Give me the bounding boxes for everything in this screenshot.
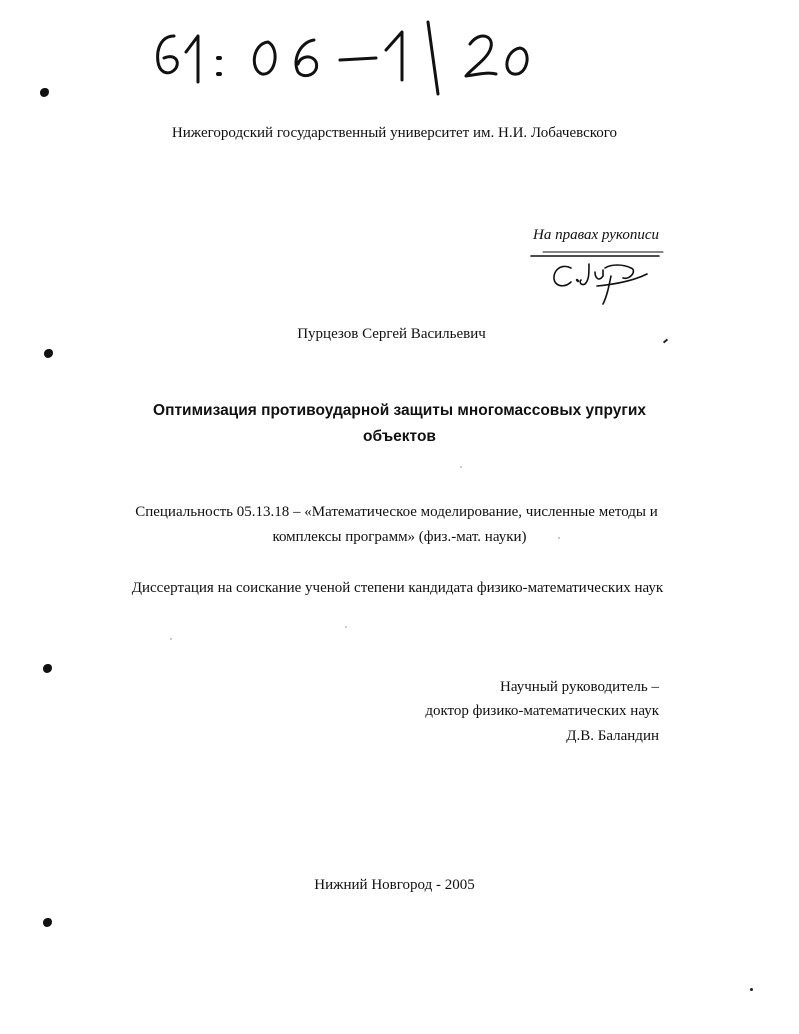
mark-digit-1b xyxy=(386,32,402,80)
author-name: Пурцезов Сергей Васильевич xyxy=(297,326,486,342)
punch-hole-mark xyxy=(44,349,53,358)
punch-hole-mark xyxy=(43,664,52,673)
dissertation-statement: Диссертация на соискание ученой степени кандидата физико-математических наук xyxy=(131,580,664,596)
city-year: Нижний Новгород - 2005 xyxy=(314,877,475,893)
scan-speck xyxy=(460,466,462,468)
mark-digit-1 xyxy=(186,36,198,82)
mark-digit-6 xyxy=(158,36,178,73)
author-signature xyxy=(527,250,667,310)
specialty-line-2: комплексы программ» (физ.-мат. науки) xyxy=(272,529,527,545)
punch-hole-mark xyxy=(40,88,49,97)
mark-digit-0b xyxy=(507,48,527,74)
dissertation-title-line-1: Оптимизация противоударной защиты многомассовых упругих xyxy=(153,402,646,419)
mark-dash xyxy=(340,58,376,60)
mark-digit-2 xyxy=(466,36,496,76)
punch-hole-mark xyxy=(43,918,52,927)
specialty-line-1: Специальность 05.13.18 – «Математическое моделирование, численные методы и xyxy=(135,504,658,520)
mark-digit-6b xyxy=(296,40,317,76)
mark-digit-0 xyxy=(254,42,275,74)
dissertation-title-line-2: объектов xyxy=(363,428,436,445)
handwritten-archive-mark xyxy=(140,14,560,104)
manuscript-note: На правах рукописи xyxy=(533,227,659,243)
university-name: Нижегородский государственный университет им. Н.И. Лобачевского xyxy=(171,125,618,141)
supervisor-role: Научный руководитель – xyxy=(500,679,659,695)
mark-colon xyxy=(218,58,220,74)
supervisor-degree: доктор физико-математических наук xyxy=(425,703,659,719)
mark-slash xyxy=(428,22,438,94)
scan-speck xyxy=(170,638,172,640)
scan-speck xyxy=(750,988,753,991)
scan-speck xyxy=(345,626,347,628)
supervisor-name: Д.В. Баландин xyxy=(566,728,659,744)
